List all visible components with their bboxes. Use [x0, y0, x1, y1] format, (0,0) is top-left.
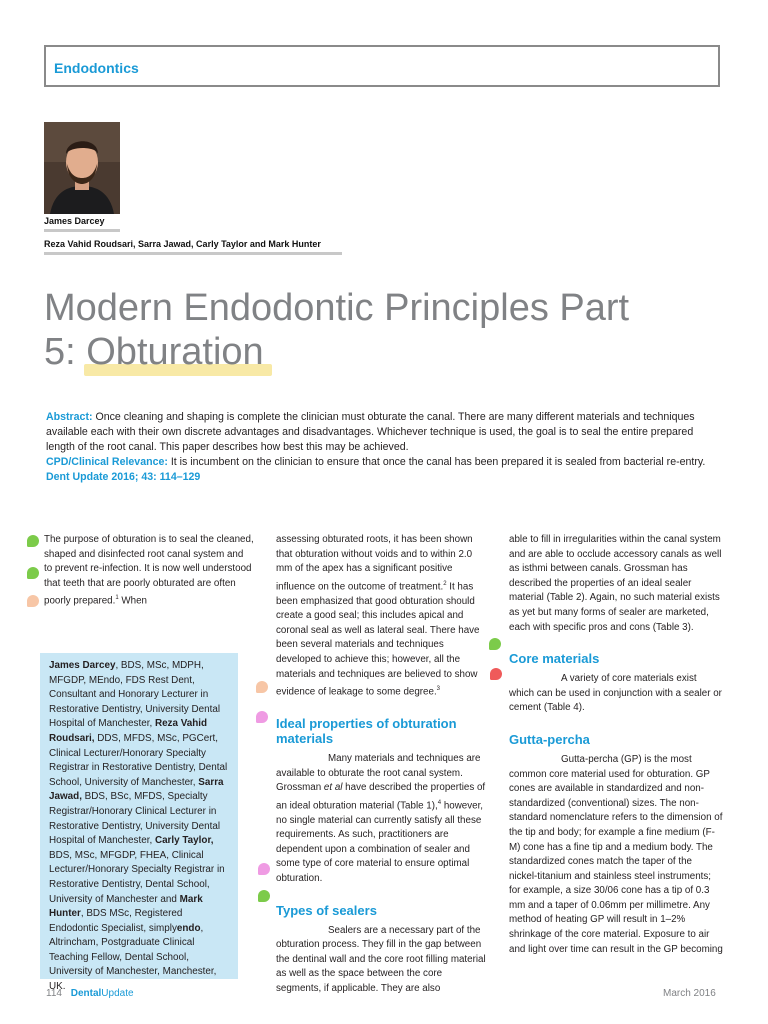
- abstract-label: Abstract:: [46, 411, 93, 423]
- bio-name-jawad: Sarra Jawad,: [49, 776, 224, 803]
- title-line-1: Modern Endodontic Principles Part: [44, 287, 630, 329]
- annotation-marker-pink[interactable]: [258, 863, 270, 875]
- bio-text-hunter-end: , Altrincham, Postgraduate Clinical Teaching Fellow, Dental School, University of Manchester, Manchester, UK.: [49, 922, 217, 993]
- column-1-intro: [44, 533, 254, 609]
- col2-p1-text: assessing obturated roots, it has been shown that obturation without voids and to within 2.0 mm of the apex has a significant positive influence on the outcome of treatment.: [276, 534, 473, 593]
- citation-2: 2: [443, 580, 447, 587]
- annotation-marker-green[interactable]: [27, 567, 39, 579]
- col2-p2-text-c: however, no single material can currently satisfy all these requirements. As such, practitioners are dependent upon a combination of sealer and some type of core material to ensure optimal obturation.: [276, 800, 484, 885]
- col2-p1-text-b: It has been emphasized that good obturation should create a good seal; this includes apical and coronal seal as well as lateral seal. There have been several materials and techniques developed to achieve this; however, all the materials and techniques are believed to show evidence of leakage to some degree.: [276, 581, 480, 698]
- column-3: [509, 533, 723, 957]
- intro-paragraph: [44, 533, 254, 609]
- col2-p2-text-b: have described the properties of an ideal obturation material (Table 1),: [276, 782, 486, 812]
- author-others: Reza Vahid Roudsari, Sarra Jawad, Carly Taylor and Mark Hunter: [44, 239, 321, 249]
- bio-text-hunter: , BDS MSc, Registered Endodontic Specialist, simply: [49, 908, 183, 934]
- footer-date: March 2016: [663, 988, 716, 999]
- col3-paragraph-1: able to fill in irregularities within the canal system and are able to occlude accessory canals as well as isthmi between canals. Grossman has described the properties of an ideal sealer material (Table 2). Again, no such material exists as yet but many forms of sealer are marketed, each with specific pros and cons (Table 3).: [509, 534, 722, 633]
- journal-brand-update: Update: [101, 988, 134, 999]
- col2-paragraph-3: Sealers are a necessary part of the obturation process. They fill in the gap between the dentinal wall and the core root filling material as well as the space between the core segments, if applicable. They are also: [276, 924, 486, 995]
- page-number: 114: [46, 988, 62, 999]
- bio-name-darcey: James Darcey: [49, 660, 116, 671]
- journal-reference: Dent Update 2016; 43: 114–129: [46, 471, 201, 483]
- annotation-marker-pink[interactable]: [256, 711, 268, 723]
- title-highlight: Obturation: [86, 331, 264, 373]
- col3-paragraph-2: A variety of core materials exist which can be used in conjunction with a sealer or cement (Table 4).: [509, 673, 722, 714]
- bio-text-jawad: BDS, BSc, MFDS, Specialty Registrar/Honorary Clinical Lecturer in Restorative Dentistry, University Dental Hospital of Manchester,: [49, 791, 221, 847]
- section-header-box: [44, 45, 720, 87]
- col3-paragraph-3: Gutta-percha (GP) is the most common core material used for obturation. GP cones are available in standardized and non-standardized (conventional) sizes. The non-standard nomenclature refers to the dimension of the tip and body; for example a fine medium (F-M) cone has a fine tip and a medium body. The standardized cones match the taper of the nickel-titanium and stainless steel instruments; for example, a size 30/06 cone has a tip of 0.3 mm and a taper of 0.06mm per millimetre. Any method of heating GP will result in 1–2% shrinkage of the core material. Exposure to air and light over time can result in the GP becoming: [509, 753, 723, 955]
- author-primary-rule: [44, 229, 120, 232]
- abstract-block: [46, 410, 720, 485]
- author-bio-box: [40, 653, 238, 993]
- bio-name-taylor: Carly Taylor,: [154, 835, 214, 847]
- heading-gutta-percha: Gutta-percha: [509, 731, 590, 747]
- heading-ideal-properties: Ideal properties of obturation materials: [276, 716, 457, 747]
- bio-text-taylor: BDS, MSc, MFGDP, FHEA, Clinical Lecturer/Honorary Specialty Registrar in Restorative Dentistry, Dental School, University of Manchester and: [49, 849, 225, 905]
- abstract-text: Once cleaning and shaping is complete the clinician must obturate the canal. There are many different materials and techniques available each with their own discrete advantages and disadvantages. Whichever technique is used, the goal is to seal the entire prepared length of the root canal. This paper describes how best this may be achieved.: [46, 411, 695, 453]
- author-photo: [44, 122, 120, 214]
- intro-text: The purpose of obturation is to seal the cleaned, shaped and disinfected root canal system and to prevent re-infection. It is now well understood that teeth that are poorly obturated are often poorly prepared.: [44, 534, 254, 607]
- cpd-text: It is incumbent on the clinician to ensure that once the canal has been prepared it is sealed from bacterial re-entry.: [170, 456, 706, 468]
- author-portrait-image: [44, 122, 120, 214]
- annotation-marker-green[interactable]: [489, 638, 501, 650]
- col2-p2-text: Many materials and techniques are available to obturate the root canal system. Grossman: [276, 753, 481, 794]
- bio-simplyendo: endo: [176, 922, 201, 934]
- bio-name-roudsari: Reza Vahid Roudsari,: [49, 718, 208, 744]
- heading-types-of-sealers: Types of sealers: [276, 902, 377, 918]
- citation-4: 4: [437, 799, 442, 806]
- article-title: [44, 286, 734, 374]
- author-others-rule: [44, 252, 342, 255]
- col2-paragraph-1: [276, 533, 488, 700]
- cpd-label: CPD/Clinical Relevance:: [46, 456, 168, 468]
- section-label: Endodontics: [54, 60, 139, 76]
- bio-text-roudsari: DDS, MFDS, MSc, PGCert, Clinical Lecturer/Honorary Specialty Registrar in Restorative Dentistry, Dental School, University of Manchester,: [49, 732, 228, 788]
- col2-p2-etal: et al: [323, 782, 343, 794]
- author-primary: James Darcey: [44, 216, 105, 226]
- title-line-2-prefix: 5:: [44, 331, 87, 373]
- citation-3: 3: [436, 686, 441, 693]
- annotation-marker-green[interactable]: [258, 890, 270, 902]
- column-2: [276, 533, 488, 997]
- bio-text-darcey: , BDS, MSc, MDPH, MFGDP, MEndo, FDS Rest Dent, Consultant and Honorary Lecturer in Restorative Dentistry, University Dental Hospital of Manchester,: [49, 660, 221, 730]
- footer-left: [46, 988, 134, 999]
- annotation-marker-red[interactable]: [490, 668, 502, 680]
- annotation-marker-orange[interactable]: [27, 595, 39, 607]
- bio-name-hunter: Mark Hunter: [49, 893, 203, 920]
- annotation-marker-green[interactable]: [27, 535, 39, 547]
- col2-paragraph-2: [276, 752, 488, 887]
- intro-text-end: When: [118, 595, 148, 607]
- cpd-paragraph: [46, 455, 720, 470]
- citation-1: 1: [115, 595, 119, 602]
- heading-core-materials: Core materials: [509, 651, 600, 667]
- annotation-marker-orange[interactable]: [256, 681, 268, 693]
- journal-brand-dental: Dental: [70, 988, 102, 999]
- title-line-2: [44, 330, 734, 374]
- abstract-paragraph: [46, 410, 720, 455]
